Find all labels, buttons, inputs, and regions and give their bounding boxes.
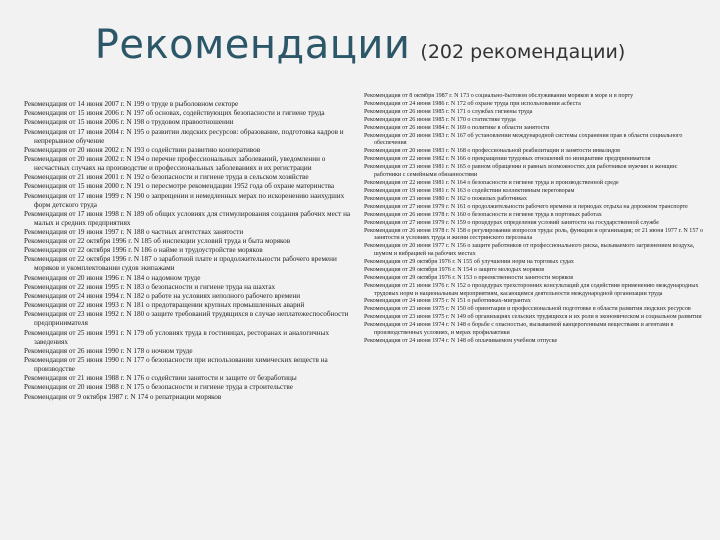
recommendation-item: Рекомендация от 17 июня 2004 г. N 195 о развитии людских ресурсов: образование, подготовка кадров и непрерывное обучение [24, 127, 344, 145]
right-recommendations-list [364, 93, 706, 533]
recommendation-item: Рекомендация от 20 июня 1977 г. N 156 о защите работников от профессионального риска, вызываемого загрязнением воздуха, шумом и вибрацией на рабочих местах [364, 243, 695, 257]
recommendation-item: Рекомендация от 24 июня 1994 г. N 182 о работе на условиях неполного рабочего времени [24, 292, 301, 300]
recommendation-item: Рекомендация от 29 октября 1976 г. N 154 о защите молодых моряков [364, 266, 545, 273]
recommendation-item: Рекомендация от 15 июня 2000 г. N 191 о пересмотре рекомендации 1952 года об охране материнства [24, 182, 335, 191]
recommendation-item: Рекомендация от 24 июня 1975 г. N 151 о работниках-мигрантах [364, 298, 531, 305]
recommendation-item: Рекомендация от 25 июня 1991 г. N 179 об условиях труда в гостиницах, ресторанах и аналогичных заведениях [24, 328, 330, 346]
recommendation-item: Рекомендация от 23 июня 1981 г. N 165 о равном обращении и равных возможностях для работников мужчин и женщин: работники с семейными обязанностями [364, 164, 678, 178]
recommendation-item: Рекомендация от 22 октября 1996 г. N 186 о найме и трудоустройстве моряков [24, 246, 263, 255]
recommendation-item: Рекомендация от 17 июня 1998 г. N 189 об общих условиях для стимулирования создания рабочих мест на малых и средних предприятиях [24, 209, 351, 227]
recommendation-item: Рекомендация от 22 октября 1996 г. N 187 о заработной плате и продолжительности рабочего времени моряков и укомплектовании судов экипажами [24, 255, 337, 273]
recommendation-item: Рекомендация от 21 июня 1976 г. N 152 о процедурах трехсторонних консультаций для содействия применению международных трудовых норм и национальным мероприятиям, касающимся деятельности международной организации труда [364, 282, 699, 297]
recommendation-item: Рекомендация от 29 октября 1976 г. N 153 о преемственности занятости моряков [364, 274, 574, 281]
page-title [0, 22, 720, 68]
recommendation-item: Рекомендация от 19 июня 1981 г. N 163 о содействии коллективным переговорам [364, 187, 575, 194]
recommendation-item: Рекомендация от 27 июня 1979 г. N 159 о процедурах определения условий занятости на государственной службе [364, 219, 659, 226]
recommendation-item: Рекомендация от 26 июня 1985 г. N 171 о службах гигиены труда [364, 108, 533, 115]
recommendation-item: Рекомендация от 22 июня 1982 г. N 166 о прекращении трудовых отношений по инициативе предпринимателя [364, 156, 651, 163]
recommendation-item: Рекомендация от 9 октября 1987 г. N 174 о репатриации моряков [24, 392, 222, 401]
recommendation-item: Рекомендация от 26 июня 1985 г. N 170 о статистике труда [364, 116, 516, 123]
recommendation-item: Рекомендация от 27 июня 1979 г. N 161 о продолжительности рабочего времени и периодах отдыха на дорожном транспорте [364, 203, 688, 210]
recommendation-item: Рекомендация от 8 октября 1987 г. N 173 о социально-бытовом обслуживании моряков в море и в порту [364, 93, 634, 99]
recommendation-item: Рекомендация от 22 июня 1993 г. N 181 о предотвращении крупных промышленных аварий [24, 301, 305, 310]
recommendation-item: Рекомендация от 26 июня 1990 г. N 178 о ночном труде [24, 346, 193, 355]
recommendation-item: Рекомендация от 19 июня 1997 г. N 188 о частных агентствах занятости [24, 227, 244, 236]
recommendation-item: Рекомендация от 23 июня 1992 г. N 180 о защите требований трудящихся в случае неплатежеспособности предпринимателя [24, 310, 349, 328]
recommendation-item: Рекомендация от 17 июня 1999 г. N 190 о запрещении и немедленных мерах по искоренению наихудших форм детского труда [24, 191, 345, 209]
recommendation-item: Рекомендация от 15 июня 2006 г. N 198 о трудовом правоотношении [24, 118, 234, 127]
recommendation-item: Рекомендация от 22 октября 1996 г. N 185 об инспекции условий труда и быта моряков [24, 237, 291, 246]
recommendation-item: Рекомендация от 20 июня 1983 г. N 167 об установлении международной системы сохранения прав в области социального обеспечения [364, 132, 683, 147]
recommendation-item: Рекомендация от 20 июня 1988 г. N 175 о безопасности и гигиене труда в строительстве [24, 383, 293, 392]
recommendation-item: Рекомендация от 24 июня 1974 г. N 148 об оплачиваемом учебном отпуске [364, 337, 558, 344]
recommendation-item: Рекомендация от 15 июня 2006 г. N 197 об основах, содействующих безопасности и гигиене труда [24, 109, 325, 118]
recommendation-item: Рекомендация от 21 июня 1988 г. N 176 о содействии занятости и защите от безработицы [24, 374, 297, 383]
recommendation-item: Рекомендация от 20 июня 1996 г. N 184 о надомном труде [24, 273, 201, 282]
title-main: Рекомендации [94, 22, 411, 68]
recommendation-item: Рекомендация от 20 июня 2002 г. N 194 о перечне профессиональных заболеваний, уведомлении о несчастных случаях на производстве и профессиональных заболеваниях и их регистрации [24, 154, 326, 172]
recommendation-item: Рекомендация от 26 июня 1978 г. N 160 о безопасности и гигиене труда в портовых работах [364, 211, 602, 218]
recommendation-item: Рекомендация от 23 июня 1975 г. N 149 об организациях сельских трудящихся и их роли в экономическом и социальном развитии [364, 314, 702, 321]
recommendation-item: Рекомендация от 24 июня 1974 г. N 148 о борьбе с опасностью, вызываемой канцерогенными веществами и агентами в производственных условиях, и мерах профилактики [364, 322, 674, 336]
recommendation-item: Рекомендация от 23 июня 1975 г. N 150 об ориентации и профессиональной подготовке в области развития людских ресурсов [364, 306, 691, 313]
recommendation-item: Рекомендация от 14 июня 2007 г. N 199 о труде в рыболовном секторе [24, 100, 239, 108]
title-count: (202 рекомендации) [420, 41, 626, 63]
recommendation-item: Рекомендация от 20 июня 1983 г. N 168 о профессиональной реабилитации и занятости инвалидов [364, 148, 621, 155]
recommendation-item: Рекомендация от 29 октября 1976 г. N 155 об улучшении норм на торговых судах [364, 258, 574, 265]
recommendation-item: Рекомендация от 25 июня 1990 г. N 177 о безопасности при использовании химических веществ на производстве [24, 355, 328, 373]
recommendation-item: Рекомендация от 24 июня 1986 г. N 172 об охране труда при использовании асбеста [364, 100, 581, 107]
recommendation-item: Рекомендация от 20 июня 2002 г. N 193 о содействии развитию кооперативов [24, 145, 261, 154]
recommendation-item: Рекомендация от 23 июня 1980 г. N 162 о пожилых работниках [364, 195, 527, 202]
recommendation-item: Рекомендация от 26 июня 1984 г. N 169 о политике в области занятости [364, 124, 550, 131]
recommendation-item: Рекомендация от 22 июня 1995 г. N 183 о безопасности и гигиене труда на шахтах [24, 282, 276, 291]
recommendation-item: Рекомендация от 26 июня 1978 г. N 158 о регулировании вопросов труда: роль, функции и организация; от 21 июня 1977 г. N 157 о занятости и условиях труда и жизни сестринского персонала [364, 227, 704, 242]
left-recommendations-list [24, 100, 354, 532]
recommendation-item: Рекомендация от 22 июня 1981 г. N 164 о безопасности и гигиене труда и производственной среде [364, 179, 619, 186]
recommendation-item: Рекомендация от 21 июня 2001 г. N 192 о безопасности и гигиене труда в сельском хозяйстве [24, 173, 309, 182]
